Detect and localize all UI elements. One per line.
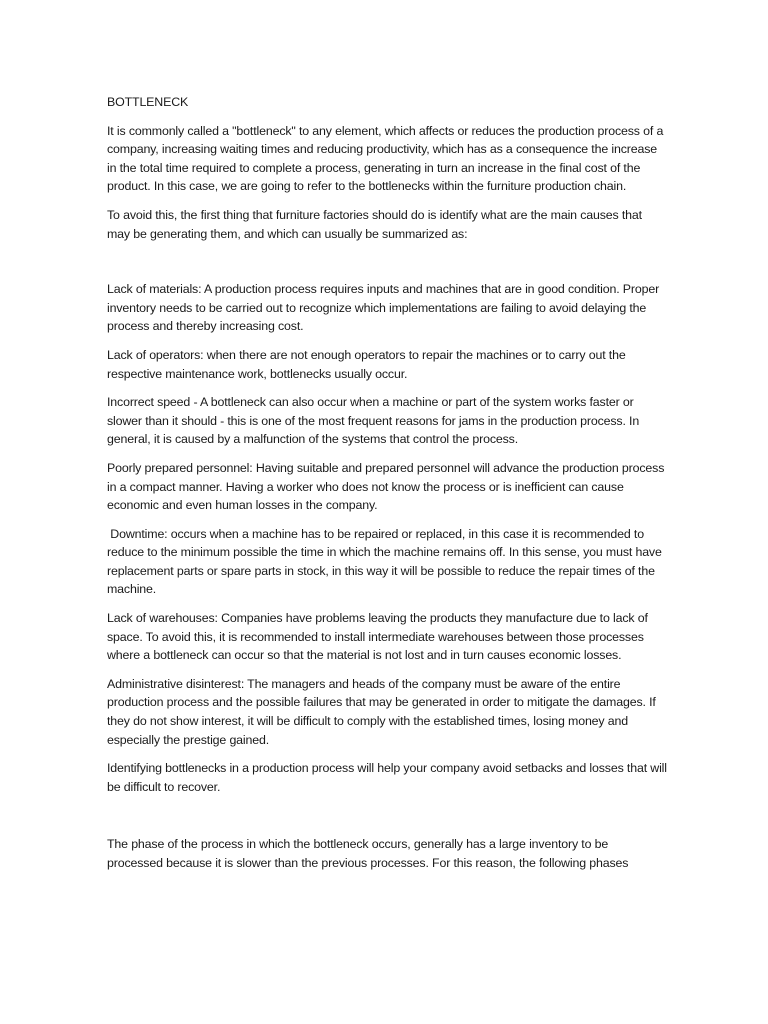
paragraph-poorly-prepared-personnel: Poorly prepared personnel: Having suitable and prepared personnel will advance the production process in a compact manner. Having a worker who does not know the process or is inefficient can cause economic and even human losses in the company.	[107, 460, 665, 513]
paragraph-lack-of-warehouses: Lack of warehouses: Companies have problems leaving the products they manufacture due to lack of space. To avoid this, it is recommended to install intermediate warehouses between those processes where a bottleneck can occur so that the material is not lost and in turn causes economic losses.	[107, 611, 648, 663]
paragraph-avoid: To avoid this, the first thing that furniture factories should do is identify what are the main causes that may be generating them, and which can usually be summarized as:	[107, 207, 642, 241]
paragraph-incorrect-speed: Incorrect speed - A bottleneck can also occur when a machine or part of the system works faster or slower than it should - this is one of the most frequent reasons for jams in the production process. In general, it is caused by a malfunction of the systems that control the process.	[107, 395, 640, 447]
paragraph-lack-of-materials: Lack of materials: A production process requires inputs and machines that are in good condition. Proper inventory needs to be carried out to recognize which implementations are failing to avoid delaying the process and thereby increasing cost.	[107, 282, 660, 334]
paragraph-administrative-disinterest: Administrative disinterest: The managers and heads of the company must be aware of the entire production process and the possible failures that may be generated in order to mitigate the damages. If they do not show interest, it will be difficult to comply with the established times, losing money and especially the prestige gained.	[107, 676, 656, 747]
paragraph-phase-of-process: The phase of the process in which the bottleneck occurs, generally has a large inventory to be processed because it is slower than the previous processes. For this reason, the following phases	[107, 837, 629, 870]
paragraph-intro: It is commonly called a "bottleneck" to any element, which affects or reduces the production process of a company, increasing waiting times and reducing productivity, which has as a consequence the increase in the total time required to complete a process, generating in turn an increase in the final cost of the product. In this case, we are going to refer to the bottlenecks within the furniture production chain.	[107, 123, 664, 194]
paragraph-downtime: Downtime: occurs when a machine has to be repaired or replaced, in this case it is recommended to reduce to the minimum possible the time in which the machine remains off. In this sense, you must have replacement parts or spare parts in stock, in this way it will be possible to reduce the repair times of the machine.	[107, 526, 666, 597]
document-body	[107, 93, 667, 883]
paragraph-identifying-bottlenecks: Identifying bottlenecks in a production process will help your company avoid setbacks and losses that will be difficult to recover.	[107, 761, 667, 794]
document-title: BOTTLENECK	[107, 95, 189, 109]
paragraph-lack-of-operators: Lack of operators: when there are not enough operators to repair the machines or to carry out the respective maintenance work, bottlenecks usually occur.	[107, 347, 626, 381]
